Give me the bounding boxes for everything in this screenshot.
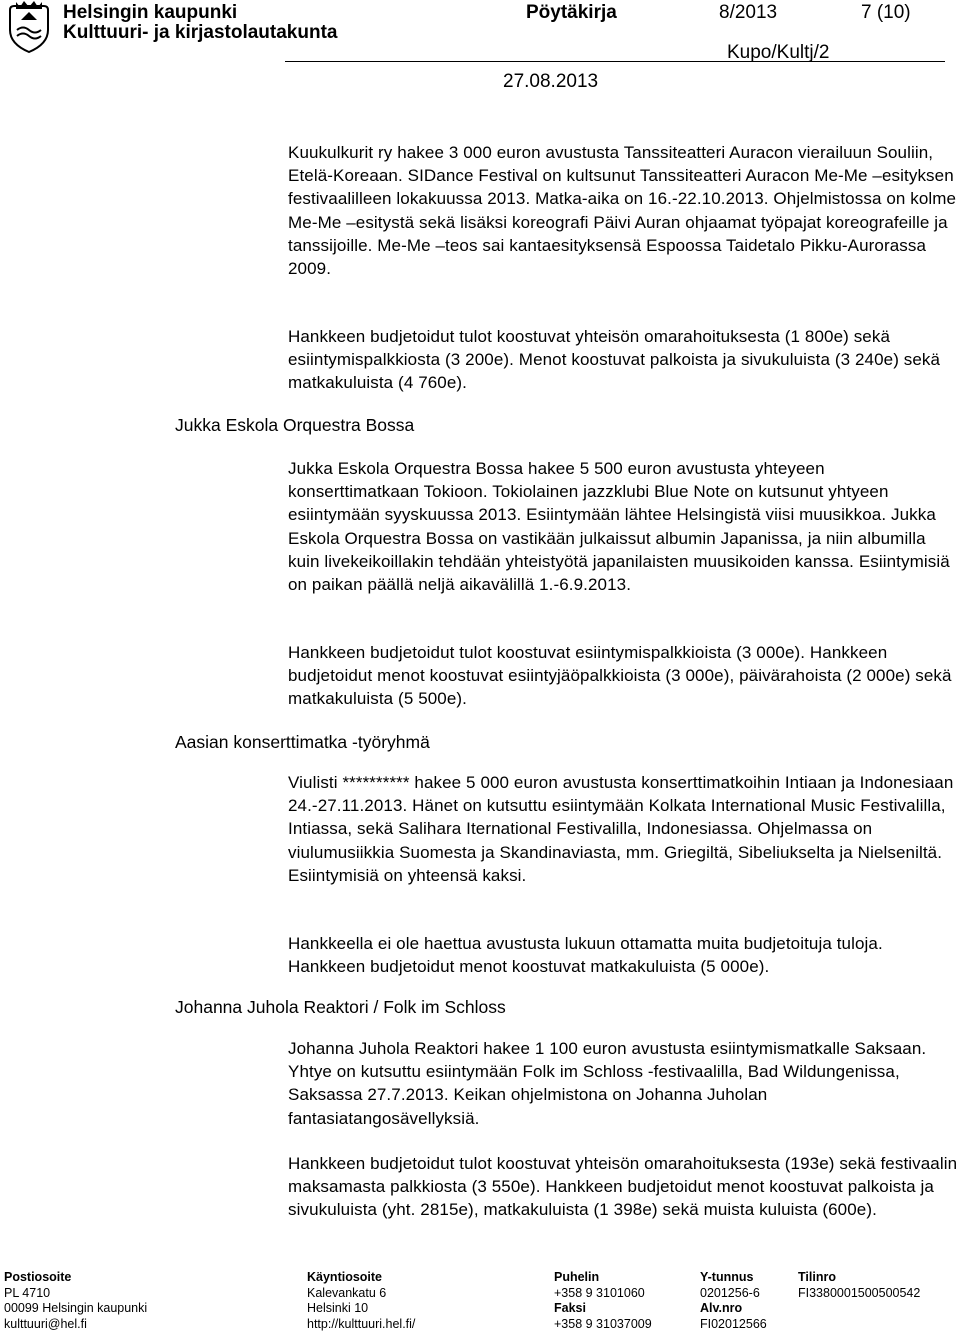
header-number: 8/2013: [719, 2, 778, 23]
juhola-paragraph-2: Hankkeen budjetoidut tulot koostuvat yhteisön omarahoituksesta (193e) sekä festivaalin maksamasta palkkiosta (3 550e). Hankkeen budjetoidut menot koostuvat palkoista ja sivukuluista (yht. 2815e), matkakuluista (1 398e) sekä muista kuluista (600e).: [288, 1154, 958, 1220]
footer-business-id: [700, 1270, 767, 1332]
footer-postal-line2: 00099 Helsingin kaupunki: [4, 1301, 148, 1316]
header-divider: [285, 61, 945, 62]
footer-account-number: FI3380001500500542: [798, 1285, 921, 1300]
header-city: Helsingin kaupunki: [63, 2, 238, 23]
footer-alv-value: FI02012566: [700, 1316, 767, 1331]
intro-paragraph-1: Kuukulkurit ry hakee 3 000 euron avustusta Tanssiteatteri Auracon vierailuun Souliin, Etelä-Koreaan. SIDance Festival on kultsunut Tanssiteatteri Auracon Me-Me –esityksen festivaalilleen lokakuussa 2013. Matka-aika on 16.-22.10.2013. Ohjelmistossa on kolme Me-Me –esitystä sekä lisäksi koreografi Päivi Auran ohjaamat työpajat koreografeille ja tanssijoille. Me-Me –teos sai kantaesityksensä Espoossa Taidetalo Pikku-Aurorassa 2009.: [288, 143, 957, 279]
aasia-paragraph-1: Viulisti ********** hakee 5 000 euron avustusta konserttimatkoihin Intiaan ja Indonesiaan 24.-27.11.2013. Hänet on kutsuttu esiintymään Kolkata International Music Festivalilla, Intiassa, sekä Salihara Iternational Festivalilla, Indonesiassa. Ohjelmassa on viulumusiikkia Suomesta ja Skandinaviasta, mm. Griegiltä, Sibeliukselta ja Nielseniltä. Esiintymisiä on yhteensä kaksi.: [288, 773, 954, 885]
footer-phone-number: +358 9 3101060: [554, 1285, 645, 1300]
eskola-paragraph-2: Hankkeen budjetoidut tulot koostuvat esiintymispalkkioista (3 000e). Hankkeen budjetoidut menot koostuvat esiintyjäöpalkkioista (3 000e), päivärahoista (2 000e) sekä matkakuluista (5 500e).: [288, 643, 952, 709]
header-date: 27.08.2013: [503, 71, 599, 92]
footer-visit-line2: Helsinki 10: [307, 1301, 369, 1316]
aasia-paragraph-2: Hankkeella ei ole haettua avustusta lukuun ottamatta muita budjetoituja tuloja. Hankkeen budjetoidut menot koostuvat matkakuluista (5 000e).: [288, 934, 883, 977]
footer-fax-number: +358 9 31037009: [554, 1316, 652, 1331]
header-board: Kulttuuri- ja kirjastolautakunta: [63, 22, 338, 43]
footer: [0, 1270, 960, 1332]
footer-fax-head: Faksi: [554, 1301, 586, 1316]
footer-visit: [307, 1270, 415, 1332]
section-label-juhola: Johanna Juhola Reaktori / Folk im Schloss: [175, 997, 506, 1017]
footer-alv-head: Alv.nro: [700, 1301, 743, 1316]
footer-postal: [4, 1270, 147, 1332]
intro-paragraph-2: Hankkeen budjetoidut tulot koostuvat yhteisön omarahoituksesta (1 800e) sekä esiintymispalkkiosta (3 200e). Menot koostuvat palkoista ja sivukuluista (3 240e) sekä matkakuluista (4 760e).: [288, 327, 941, 393]
juhola-paragraph-1: Johanna Juhola Reaktori hakee 1 100 euron avustusta esiintymismatkalle Saksaan. Yhtye on kutsuttu esiintymään Folk im Schloss -festivaalilla, Bad Wildungenissa, Saksassa 27.7.2013. Keikan ohjelmistona on Johanna Juholan fantasiatangosävellyksiä.: [288, 1039, 927, 1128]
footer-phone: [554, 1270, 652, 1332]
header-ref: Kupo/Kultj/2: [727, 42, 830, 63]
footer-visit-head: Käyntiosoite: [307, 1270, 383, 1284]
footer-web-link[interactable]: http://kulttuuri.hel.fi/: [307, 1316, 416, 1331]
footer-email-link[interactable]: kulttuuri@hel.fi: [4, 1316, 87, 1331]
footer-account-head: Tilinro: [798, 1270, 836, 1284]
footer-visit-line1: Kalevankatu 6: [307, 1285, 387, 1300]
footer-ytunnus-value: 0201256-6: [700, 1285, 760, 1300]
section-label-eskola: Jukka Eskola Orquestra Bossa: [175, 415, 415, 435]
eskola-paragraph-1: Jukka Eskola Orquestra Bossa hakee 5 500 euron avustusta yhteyeen konserttimatkaan Tokioon. Tokiolainen jazzklubi Blue Note on kutsunut yhtyeen esiintymään syyskuussa 2013. Esiintymään lähtee Helsingistä viisi muusikkoa. Jukka Eskola Orquestra Bossa on vastikään julkaissut albumin Japanissa, ja niin albumilla kuin livekeikoillakin tehdään yhteistyötä japanilaisten muusikoiden kanssa. Esiintymisiä on paikan päällä neljä aikavälillä 1.-6.9.2013.: [288, 459, 950, 595]
section-label-aasia: Aasian konserttimatka -työryhmä: [175, 732, 430, 752]
helsinki-crest-logo: [4, 0, 54, 54]
footer-ytunnus-head: Y-tunnus: [700, 1270, 754, 1284]
footer-phone-head: Puhelin: [554, 1270, 600, 1284]
footer-postal-line1: PL 4710: [4, 1285, 51, 1300]
header-doc-type: Pöytäkirja: [526, 2, 617, 23]
footer-postal-head: Postiosoite: [4, 1270, 72, 1284]
footer-account: [798, 1270, 920, 1301]
header-page: 7 (10): [861, 2, 911, 23]
